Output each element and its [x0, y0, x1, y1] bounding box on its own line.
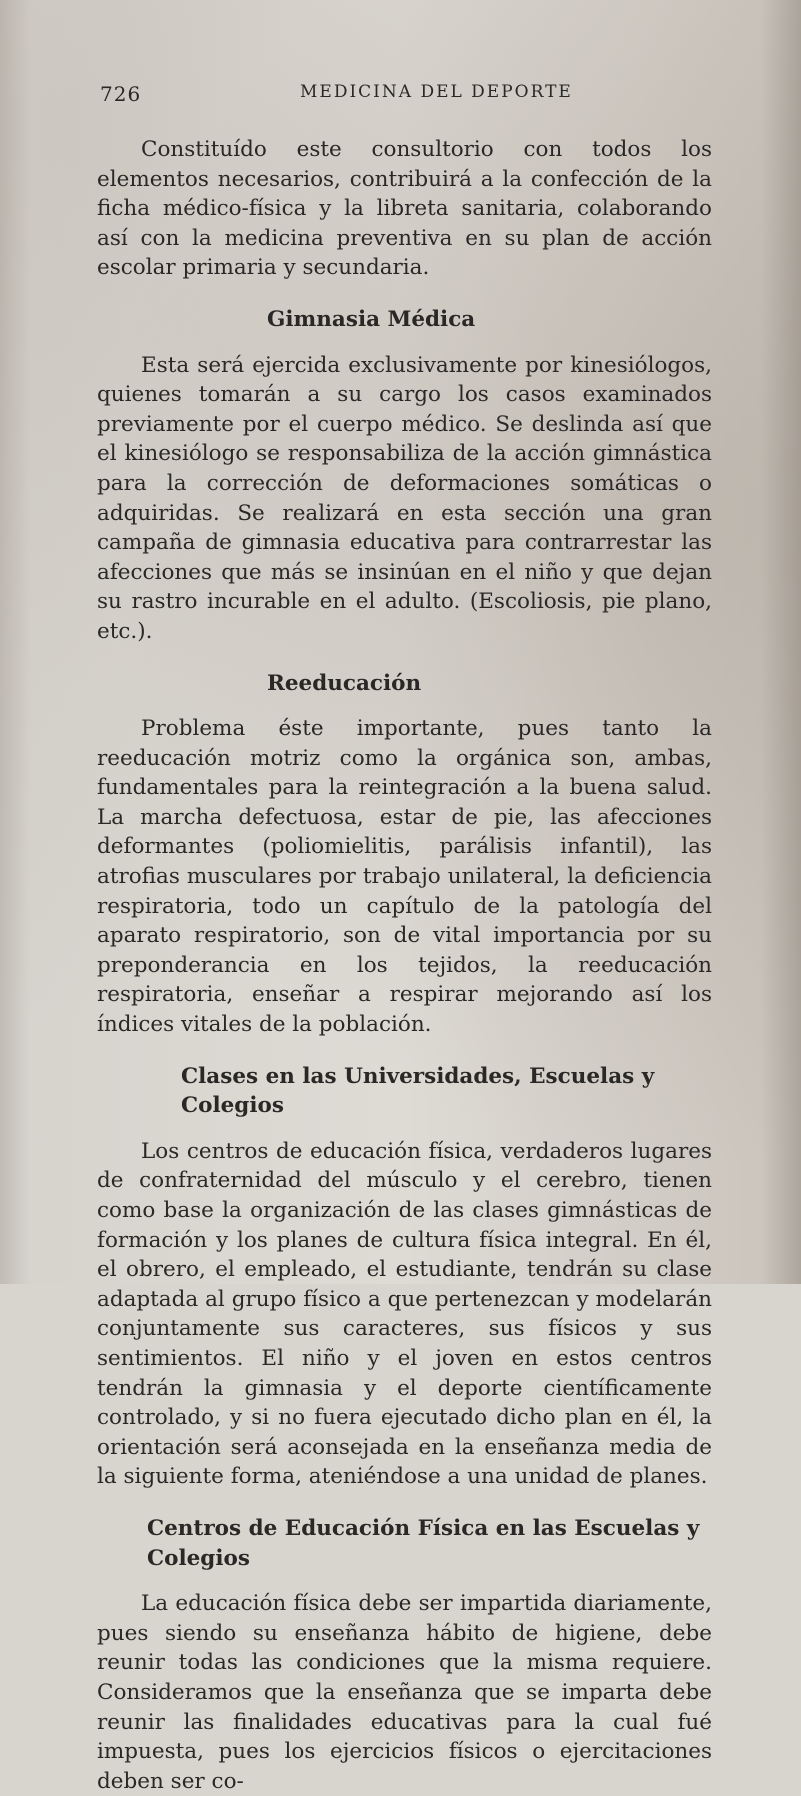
reeducacion-paragraph: Problema éste importante, pues tanto la reeducación motriz como la orgánica son, ambas, fundamentales para la reintegración a la buena salud. La marcha defectuosa, estar de pie, las afecciones deformantes (poliomielitis, parálisis infantil), las atrofias musculares por trabajo unilateral, la deficiencia respiratoria, todo un capítulo de la patología del aparato respiratorio, son de vital importancia por su preponderancia en los tejidos, la reeducación respiratoria, enseñar a respirar mejorando así los índices vitales de la población.	[97, 716, 712, 1038]
heading-centros: Centros de Educación Física en las Escuelas y Colegios	[147, 1515, 700, 1571]
page-shadow-left	[0, 0, 30, 1284]
heading-clases: Clases en las Universidades, Escuelas y Colegios	[181, 1063, 655, 1119]
running-title: MEDICINA DEL DEPORTE	[300, 82, 573, 102]
intro-paragraph: Constituído este consultorio con todos los elementos necesarios, contribuirá a la confección de la ficha médico-física y la libreta sanitaria, colaborando así con la medicina preventiva en su plan de acción escolar primaria y secundaria.	[97, 137, 712, 281]
page-shadow-right	[761, 0, 801, 1284]
page-number: 726	[100, 82, 142, 106]
heading-gimnasia-medica: Gimnasia Médica	[267, 306, 476, 332]
gimnasia-paragraph: Esta será ejercida exclusivamente por kinesiólogos, quienes tomarán a su cargo los casos examinados previamente por el cuerpo médico. Se deslinda así que el kinesiólogo se responsabiliza de la acción gimnástica para la corrección de deformaciones somáticas o adquiridas. Se realizará en esta sección una gran campaña de gimnasia educativa para contrarrestar las afecciones que más se insinúan en el niño y que dejan su rastro incurable en el adulto. (Escoliosis, pie plano, etc.).	[97, 352, 712, 644]
clases-paragraph: Los centros de educación física, verdaderos lugares de confraternidad del músculo y el cerebro, tienen como base la organización de las clases gimnásticas de formación y los planes de cultura física integral. En él, el obrero, el empleado, el estudiante, tendrán su clase adaptada al grupo físico a que pertenezcan y modelarán conjuntamente sus caracteres, sus físicos y sus sentimientos. El niño y el joven en estos centros tendrán la gimnasia y el deporte científicamente controlado, y si no fuera ejecutado dicho plan en él, la orientación será aconsejada en la enseñanza media de la siguiente forma, ateniéndose a una unidad de planes.	[97, 1138, 712, 1490]
heading-reeducacion: Reeducación	[267, 670, 422, 696]
centros-paragraph: La educación física debe ser impartida diariamente, pues siendo su enseñanza hábito de higiene, debe reunir todas las condiciones que la misma requiere. Consideramos que la enseñanza que se imparta debe reunir las finalidades educativas para la cual fué impuesta, pues los ejercicios físicos o ejercitaciones deben ser co-	[97, 1591, 712, 1794]
page-body	[97, 135, 712, 1796]
